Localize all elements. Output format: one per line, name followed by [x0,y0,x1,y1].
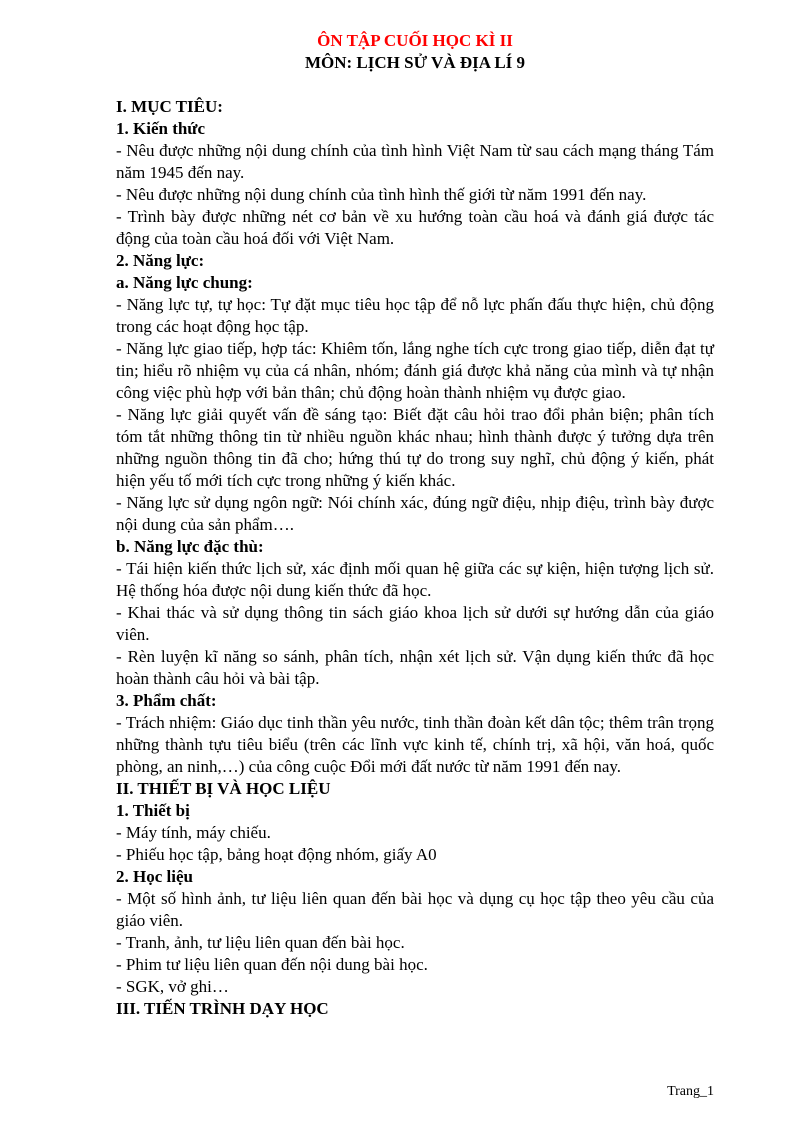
section-heading: II. THIẾT BỊ VÀ HỌC LIỆU [116,779,331,798]
page-number: Trang_1 [667,1084,714,1099]
paragraph: - Nêu được những nội dung chính của tình hình thế giới từ năm 1991 đến nay. [116,185,647,204]
paragraph: - SGK, vở ghi… [116,977,229,996]
paragraph: - Phim tư liệu liên quan đến nội dung bài học. [116,955,428,974]
paragraph: - Năng lực sử dụng ngôn ngữ: Nói chính xác, đúng ngữ điệu, nhịp điệu, trình bày được nội dung của sản phẩm…. [116,493,714,534]
subsection-heading: 1. Kiến thức [116,119,206,138]
subsection-heading: 2. Học liệu [116,867,193,886]
paragraph: - Tái hiện kiến thức lịch sử, xác định mối quan hệ giữa các sự kiện, hiện tượng lịch sử. Hệ thống hóa được nội dung kiến thức đã học. [116,559,714,600]
paragraph: - Khai thác và sử dụng thông tin sách giáo khoa lịch sử dưới sự hướng dẫn của giáo viên. [116,603,714,644]
section-heading: III. TIẾN TRÌNH DẠY HỌC [116,999,329,1018]
paragraph: - Trách nhiệm: Giáo dục tinh thần yêu nước, tinh thần đoàn kết dân tộc; thêm trân trọng những thành tựu tiêu biểu (trên các lĩnh vực kinh tế, chính trị, xã hội, văn hoá, quốc phòng, an ninh,…) của công cuộc Đổi mới đất nước từ năm 1991 đến nay. [116,713,714,776]
title-subject: MÔN: LỊCH SỬ VÀ ĐỊA LÍ 9 [304,53,526,72]
paragraph: - Tranh, ảnh, tư liệu liên quan đến bài học. [116,933,405,952]
document-page [116,30,714,1020]
section-heading: I. MỤC TIÊU: [116,97,223,116]
paragraph: - Trình bày được những nét cơ bản về xu hướng toàn cầu hoá và đánh giá được tác động của toàn cầu hoá đối với Việt Nam. [116,207,714,248]
subsection-heading: 1. Thiết bị [116,801,190,820]
document-title [116,30,714,74]
paragraph: - Năng lực tự, tự học: Tự đặt mục tiêu học tập để nỗ lực phấn đấu thực hiện, chủ động trong các hoạt động học tập. [116,295,714,336]
subsubsection-heading: b. Năng lực đặc thù: [116,537,264,556]
subsection-heading: 2. Năng lực: [116,251,205,270]
paragraph: - Phiếu học tập, bảng hoạt động nhóm, giấy A0 [116,845,437,864]
subsubsection-heading: a. Năng lực chung: [116,273,253,292]
title-main: ÔN TẬP CUỐI HỌC KÌ II [317,31,513,50]
paragraph: - Một số hình ảnh, tư liệu liên quan đến bài học và dụng cụ học tập theo yêu cầu của giáo viên. [116,889,714,930]
paragraph: - Máy tính, máy chiếu. [116,823,271,842]
subsection-heading: 3. Phẩm chất: [116,691,217,710]
paragraph: - Năng lực giao tiếp, hợp tác: Khiêm tốn, lắng nghe tích cực trong giao tiếp, diễn đạt tự tin; hiểu rõ nhiệm vụ của cá nhân, nhóm; đánh giá được khả năng của mình và tự nhận công việc phù hợp với bản thân; chủ động hoàn thành nhiệm vụ được giao. [116,339,714,402]
document-body [116,96,714,1020]
paragraph: - Năng lực giải quyết vấn đề sáng tạo: Biết đặt câu hỏi trao đổi phản biện; phân tích tóm tắt những thông tin từ nhiều nguồn khác nhau; hình thành được ý tưởng dựa trên những nguồn thông tin đã cho; hứng thú tự do trong suy nghĩ, chủ động ý kiến, phát hiện yếu tố mới tích cực trong những ý kiến khác. [116,405,714,490]
paragraph: - Nêu được những nội dung chính của tình hình Việt Nam từ sau cách mạng tháng Tám năm 1945 đến nay. [116,141,714,182]
paragraph: - Rèn luyện kĩ năng so sánh, phân tích, nhận xét lịch sử. Vận dụng kiến thức đã học hoàn thành câu hỏi và bài tập. [116,647,714,688]
